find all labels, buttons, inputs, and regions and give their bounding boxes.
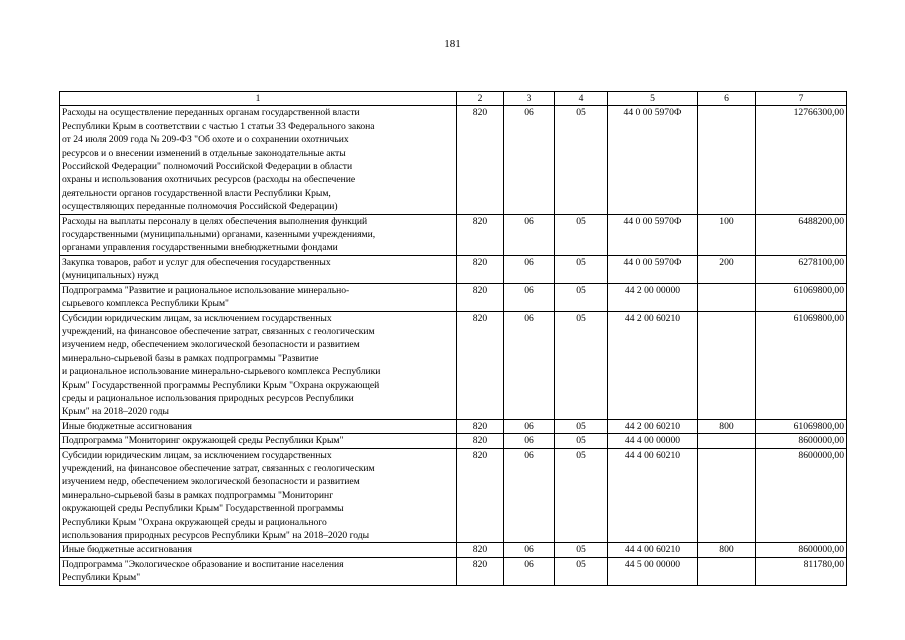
target-article-code: 44 4 00 60210 [608,543,698,557]
section-code: 06 [504,434,555,448]
subsection-code: 05 [555,434,608,448]
section-code: 06 [504,255,555,283]
expense-name: Закупка товаров, работ и услуг для обеспечения государственных (муниципальных) нужд [60,255,457,283]
section-code: 06 [504,557,555,585]
table-row [60,106,847,214]
target-article-code: 44 0 00 5970Ф [608,255,698,283]
amount: 61069800,00 [756,311,847,419]
ministry-code: 820 [457,106,504,214]
ministry-code: 820 [457,557,504,585]
amount: 6278100,00 [756,255,847,283]
subsection-code: 05 [555,557,608,585]
amount: 12766300,00 [756,106,847,214]
target-article-code: 44 2 00 60210 [608,311,698,419]
amount: 8600000,00 [756,448,847,543]
expense-type-code: 100 [698,214,756,255]
column-header: 3 [504,92,555,106]
target-article-code: 44 0 00 5970Ф [608,106,698,214]
column-header: 1 [60,92,457,106]
column-header: 5 [608,92,698,106]
table-row [60,543,847,557]
section-code: 06 [504,419,555,433]
amount: 61069800,00 [756,283,847,311]
ministry-code: 820 [457,434,504,448]
subsection-code: 05 [555,419,608,433]
expense-name: Подпрограмма "Мониторинг окружающей среды Республики Крым" [60,434,457,448]
section-code: 06 [504,283,555,311]
table-header-row [60,92,847,106]
table-row [60,557,847,585]
target-article-code: 44 4 00 00000 [608,434,698,448]
target-article-code: 44 4 00 60210 [608,448,698,543]
target-article-code: 44 5 00 00000 [608,557,698,585]
column-header: 2 [457,92,504,106]
column-header: 4 [555,92,608,106]
amount: 6488200,00 [756,214,847,255]
column-header: 6 [698,92,756,106]
subsection-code: 05 [555,283,608,311]
ministry-code: 820 [457,448,504,543]
expense-type-code [698,311,756,419]
expense-type-code: 800 [698,543,756,557]
expense-type-code [698,448,756,543]
expense-type-code: 800 [698,419,756,433]
amount: 8600000,00 [756,543,847,557]
subsection-code: 05 [555,311,608,419]
subsection-code: 05 [555,448,608,543]
table-row [60,434,847,448]
page-number: 181 [444,38,461,50]
subsection-code: 05 [555,543,608,557]
target-article-code: 44 2 00 00000 [608,283,698,311]
expense-type-code [698,106,756,214]
amount: 8600000,00 [756,434,847,448]
expense-name: Подпрограмма "Развитие и рациональное использование минерально- сырьевого комплекса Республики Крым" [60,283,457,311]
expense-type-code [698,557,756,585]
section-code: 06 [504,311,555,419]
ministry-code: 820 [457,311,504,419]
ministry-code: 820 [457,255,504,283]
expense-name: Субсидии юридическим лицам, за исключением государственных учреждений, на финансовое обеспечение затрат, связанных с геологическим изучением недр, обеспечением экологической безопасности и развитием минерально-сырьевой базы в рамках подпрограммы "Мониторинг окружающей среды Республики Крым" Государственной программы Республики Крым "Охрана окружающей среды и рационального использования природных ресурсов Республики Крым" на 2018–2020 годы [60,448,457,543]
table-row [60,255,847,283]
expense-type-code [698,434,756,448]
section-code: 06 [504,214,555,255]
expense-name: Иные бюджетные ассигнования [60,419,457,433]
amount: 61069800,00 [756,419,847,433]
expense-name: Субсидии юридическим лицам, за исключением государственных учреждений, на финансовое обеспечение затрат, связанных с геологическим изучением недр, обеспечением экологической безопасности и развитием минерально-сырьевой базы в рамках подпрограммы "Развитие и рациональное использование минерально-сырьевого комплекса Республики Крым" Государственной программы Республики Крым "Охрана окружающей среды и рациональное использования природных ресурсов Республики Крым" на 2018–2020 годы [60,311,457,419]
expense-type-code: 200 [698,255,756,283]
expense-type-code [698,283,756,311]
ministry-code: 820 [457,419,504,433]
ministry-code: 820 [457,543,504,557]
amount: 811780,00 [756,557,847,585]
expense-name: Расходы на осуществление переданных органам государственной власти Республики Крым в соответствии с частью 1 статьи 33 Федерального закона от 24 июля 2009 года № 209-ФЗ "Об охоте и о сохранении охотничьих ресурсов и о внесении изменений в отдельные законодательные акты Российской Федерации" полномочий Российской Федерации в области охраны и использования охотничьих ресурсов (расходы на обеспечение деятельности органов государственной власти Республики Крым, осуществляющих переданные полномочия Российской Федерации) [60,106,457,214]
budget-table [59,91,847,586]
column-header: 7 [756,92,847,106]
table-row [60,448,847,543]
ministry-code: 820 [457,283,504,311]
section-code: 06 [504,448,555,543]
table-row [60,214,847,255]
expense-name: Расходы на выплаты персоналу в целях обеспечения выполнения функций государственными (муниципальными) органами, казенными учреждениями, органами управления государственными внебюджетными фондами [60,214,457,255]
expense-name: Иные бюджетные ассигнования [60,543,457,557]
expense-name: Подпрограмма "Экологическое образование и воспитание населения Республики Крым" [60,557,457,585]
subsection-code: 05 [555,255,608,283]
subsection-code: 05 [555,214,608,255]
table-row [60,283,847,311]
ministry-code: 820 [457,214,504,255]
subsection-code: 05 [555,106,608,214]
section-code: 06 [504,543,555,557]
target-article-code: 44 0 00 5970Ф [608,214,698,255]
table-row [60,419,847,433]
target-article-code: 44 2 00 60210 [608,419,698,433]
table-row [60,311,847,419]
section-code: 06 [504,106,555,214]
